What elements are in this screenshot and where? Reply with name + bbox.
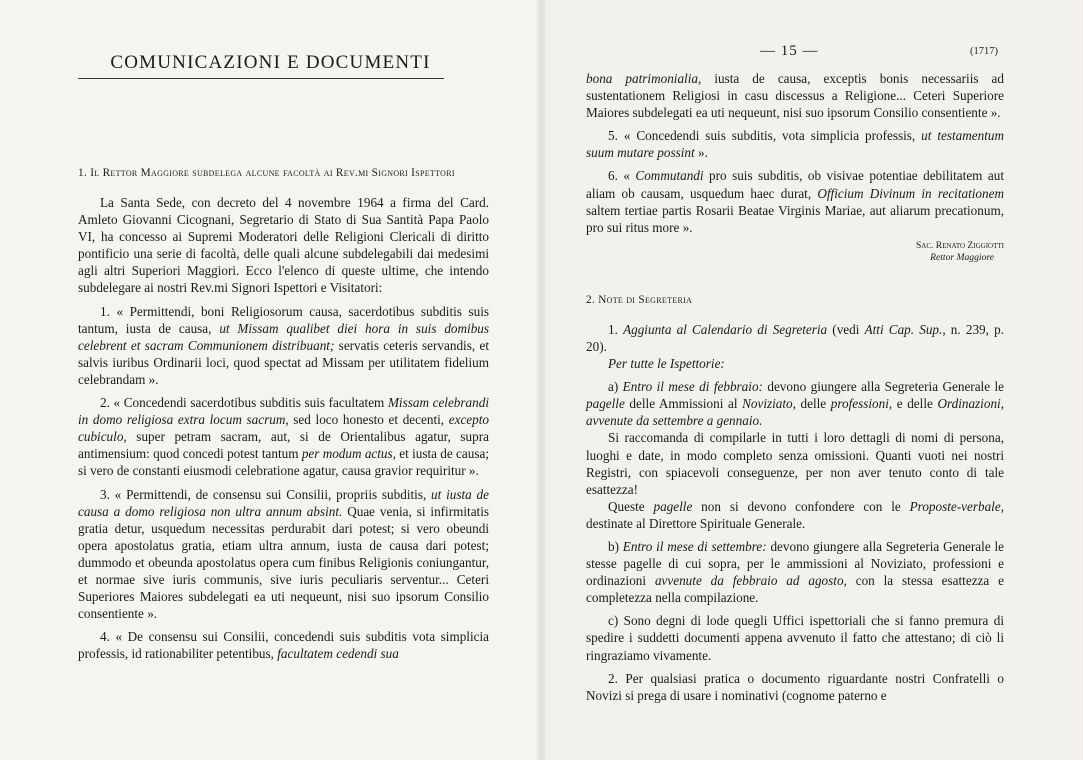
- signature: [586, 240, 1004, 264]
- note-a-professioni: professioni,: [830, 396, 893, 412]
- page-number: — 15 —: [760, 43, 819, 59]
- faculty-2-italic: Missam celebrandi in domo religiosa extra locum sacrum,: [78, 395, 489, 428]
- note-a-text-d: e delle: [892, 396, 938, 412]
- faculty-3-rest: Quae venia, si infirmitatis gratia detur, usquedum necessitas perdurabit dari potest; si vero obeundi opera apostolatus gratia, etiam ultra annum, iusta de causa dari potest; dummodo et obeunda apostolatus opera cum finibus Religionis coniungantur, et normae sive iuris communis, sive iuris peculiaris serventur... Ceteri Superiores Maiores subdelegati ea uti nequeunt, nisi suo ipsorum Consilio consentiente ».: [78, 503, 490, 622]
- faculty-5-text: 5. « Concedendi suis subditis, vota simplicia professis,: [608, 128, 922, 144]
- note-a-text: devono giungere alla Segreteria Generale le: [762, 379, 1004, 395]
- note-1-text: (vedi: [827, 321, 865, 337]
- faculty-1: [78, 303, 489, 388]
- note-2: 2. Per qualsiasi pratica o documento riguardante nostri Confratelli o Novizi si prega di usare i nominativi (cognome paterno e: [586, 670, 1004, 703]
- rec-2-pagelle: pagelle: [653, 498, 693, 514]
- rec-2-text-b: non si devono confondere con le: [692, 498, 910, 514]
- note-c: c) Sono degni di lode quegli Uffici ispettoriali che si fanno premura di spedire i suddetti documenti appena avvenuto il fatto che attestano; di ciò li ringraziamo vivamente.: [586, 613, 1004, 663]
- signature-name: Sac. Renato Ziggiotti: [915, 239, 1004, 251]
- faculty-1-rest: servatis ceteris servandis, et salvis iuribus Ordinarii loci, quod spectat ad Missam per utilitatem fidelium celebrandam ».: [78, 337, 489, 387]
- note-a-label: a): [608, 379, 623, 395]
- note-b-text: devono giungere alla Segreteria Generale le stesse pagelle di cui sopra, per le ammissioni al Noviziato, professioni e ordinazioni: [586, 538, 1004, 589]
- faculty-4: [78, 628, 489, 662]
- section2-heading: 2. Note di Segreteria: [586, 293, 693, 306]
- faculty-1-italic: ut Missam qualibet diei hora in suis domibus celebrent et sacram Communionem distribuant;: [78, 320, 490, 353]
- left-page: [0, 0, 541, 760]
- faculty-2-rest: et iusta de causa; si vero de constanti eiusmodi celebratione agatur, causa gravior requiritur ».: [78, 446, 489, 479]
- recommendation-2: [586, 498, 1004, 532]
- note-a-pagelle: pagelle: [586, 396, 625, 412]
- signature-role: Rettor Maggiore: [930, 251, 994, 263]
- faculty-5-rest: ».: [694, 145, 708, 161]
- book-gutter: [536, 0, 546, 760]
- note-1-italic: Aggiunta al Calendario di Segreteria: [623, 321, 828, 337]
- note-a-ordinazioni: Ordinazioni, avvenute da settembre a gennaio.: [586, 396, 1004, 429]
- section1-heading: 1. Il Rettor Maggiore subdelega alcune facoltà ai Rev.mi Signori Ispettori: [78, 167, 455, 179]
- faculty-5-italic: ut testamentum suum mutare possint: [586, 128, 1005, 161]
- faculty-4-cont-italic: bona patrimonialia,: [586, 71, 702, 86]
- faculty-6-italic-b: Officium Divinum in recitationem: [817, 185, 1004, 201]
- note-a-when: Entro il mese di febbraio:: [622, 379, 763, 395]
- faculty-6-italic: Commutandi: [635, 168, 704, 184]
- faculty-3-text: 3. « Permittendi, de consensu sui Consilii, propriis subditis,: [100, 486, 432, 502]
- page-number-alt: (1717): [970, 46, 998, 57]
- right-text-column: [586, 70, 1004, 704]
- note-a-noviziato: Noviziato,: [742, 396, 796, 412]
- faculty-3-italic: ut iusta de causa a domo religiosa non ultra annum absint.: [78, 486, 489, 519]
- left-text-column: [78, 166, 489, 662]
- faculty-4-text: 4. « De consensu sui Consilii, concedendi suis subditis vota simplicia professis, id rationabiliter petentibus,: [78, 629, 489, 662]
- faculty-6-rest: saltem tertiae partis Rosarii Beatae Virginis Mariae, aut aliarum precationum, pro sui ritus more ».: [586, 202, 1004, 235]
- rec-2-text: Queste: [608, 498, 654, 514]
- faculty-2-text-c: super petram sacram, aut, si de Orientalibus agatur, supra antimensium: quod concedi potest tantum: [78, 429, 489, 462]
- note-1: [586, 321, 1004, 355]
- faculty-2-text: 2. « Concedendi sacerdotibus subditis suis facultatem: [100, 395, 388, 411]
- recommendation-1: Si raccomanda di compilarle in tutti i loro dettagli di nomi di persona, luoghi e date, in modo completo senza omissioni. Quanti vuoti nei nostri Registri, con spiacevoli conseguenze, per non aver tenuto conto di tale esattezza!: [586, 430, 1004, 497]
- note-a: [586, 378, 1004, 429]
- note-1-subhead-text: Per tutte le Ispettorie:: [608, 356, 725, 372]
- note-b-rest: con la stessa esattezza e completezza nella compilazione.: [586, 573, 1004, 606]
- note-a-text-b: delle Ammissioni al: [624, 396, 743, 412]
- faculty-4-italic: facultatem cedendi sua: [277, 646, 399, 662]
- faculty-2-text-b: sed loco honesto et decenti,: [288, 412, 449, 428]
- faculty-1-text: 1. « Permittendi, boni Religiosorum causa, sacerdotibus subditis suis tantum, iusta de causa,: [78, 303, 489, 336]
- faculty-4-cont-text: iusta de causa, exceptis bonis necessariis ad sustentationem Religiosi in casu discessus a Religione... Ceteri Superiore Maiores subdelegati ea uti nequeunt, nisi suo ipsorum Consilio consentiente ».: [586, 71, 1004, 121]
- note-b-when: Entro il mese di settembre:: [622, 538, 767, 554]
- faculty-2-italic-c: per modum actus,: [301, 446, 396, 462]
- faculty-6: [586, 167, 1004, 235]
- rec-2-rest: destinate al Direttore Spirituale Generale.: [586, 515, 806, 531]
- note-b-label: b): [608, 538, 623, 554]
- note-1-subhead: [586, 355, 1004, 372]
- faculty-5: [586, 127, 1004, 161]
- note-a-text-c: delle: [795, 396, 831, 412]
- intro-paragraph: La Santa Sede, con decreto del 4 novembre 1964 a firma del Card. Amleto Giovanni Cicognani, Segretario di Stato di Sua Santità Papa Paolo VI, ha concesso ai Supremi Moderatori delle Religioni Clericali di diritto pontificio una serie di facoltà, delle quali alcune subdelegabili dai medesimi agli altri Superiori Maggiori. Ecco l'elenco di queste ultime, che intendo subdelegare ai nostri Rev.mi Signori Ispettori e Visitatori:: [78, 195, 489, 296]
- note-1-num: 1.: [608, 321, 624, 337]
- note-1-rest: n. 239, p. 20).: [586, 321, 1004, 354]
- running-head: COMUNICAZIONI E DOCUMENTI: [110, 52, 431, 73]
- faculty-4-continued: [586, 70, 1004, 121]
- faculty-3: [78, 486, 489, 623]
- note-b-period: avvenute da febbraio ad agosto,: [654, 573, 847, 589]
- faculty-2-italic-b: excepto cubiculo,: [78, 412, 489, 445]
- rec-2-proposte: Proposte-verbale,: [909, 498, 1004, 514]
- faculty-6-text: pro suis subditis, ob visivae potentiae debilitatem aut aliam ob causam, usquedum haec durat,: [586, 168, 1005, 201]
- note-b: [586, 538, 1004, 606]
- head-rule: [78, 78, 444, 79]
- faculty-6-open: 6. «: [608, 168, 636, 184]
- note-1-ref: Atti Cap. Sup.,: [864, 321, 946, 337]
- faculty-2: [78, 394, 489, 479]
